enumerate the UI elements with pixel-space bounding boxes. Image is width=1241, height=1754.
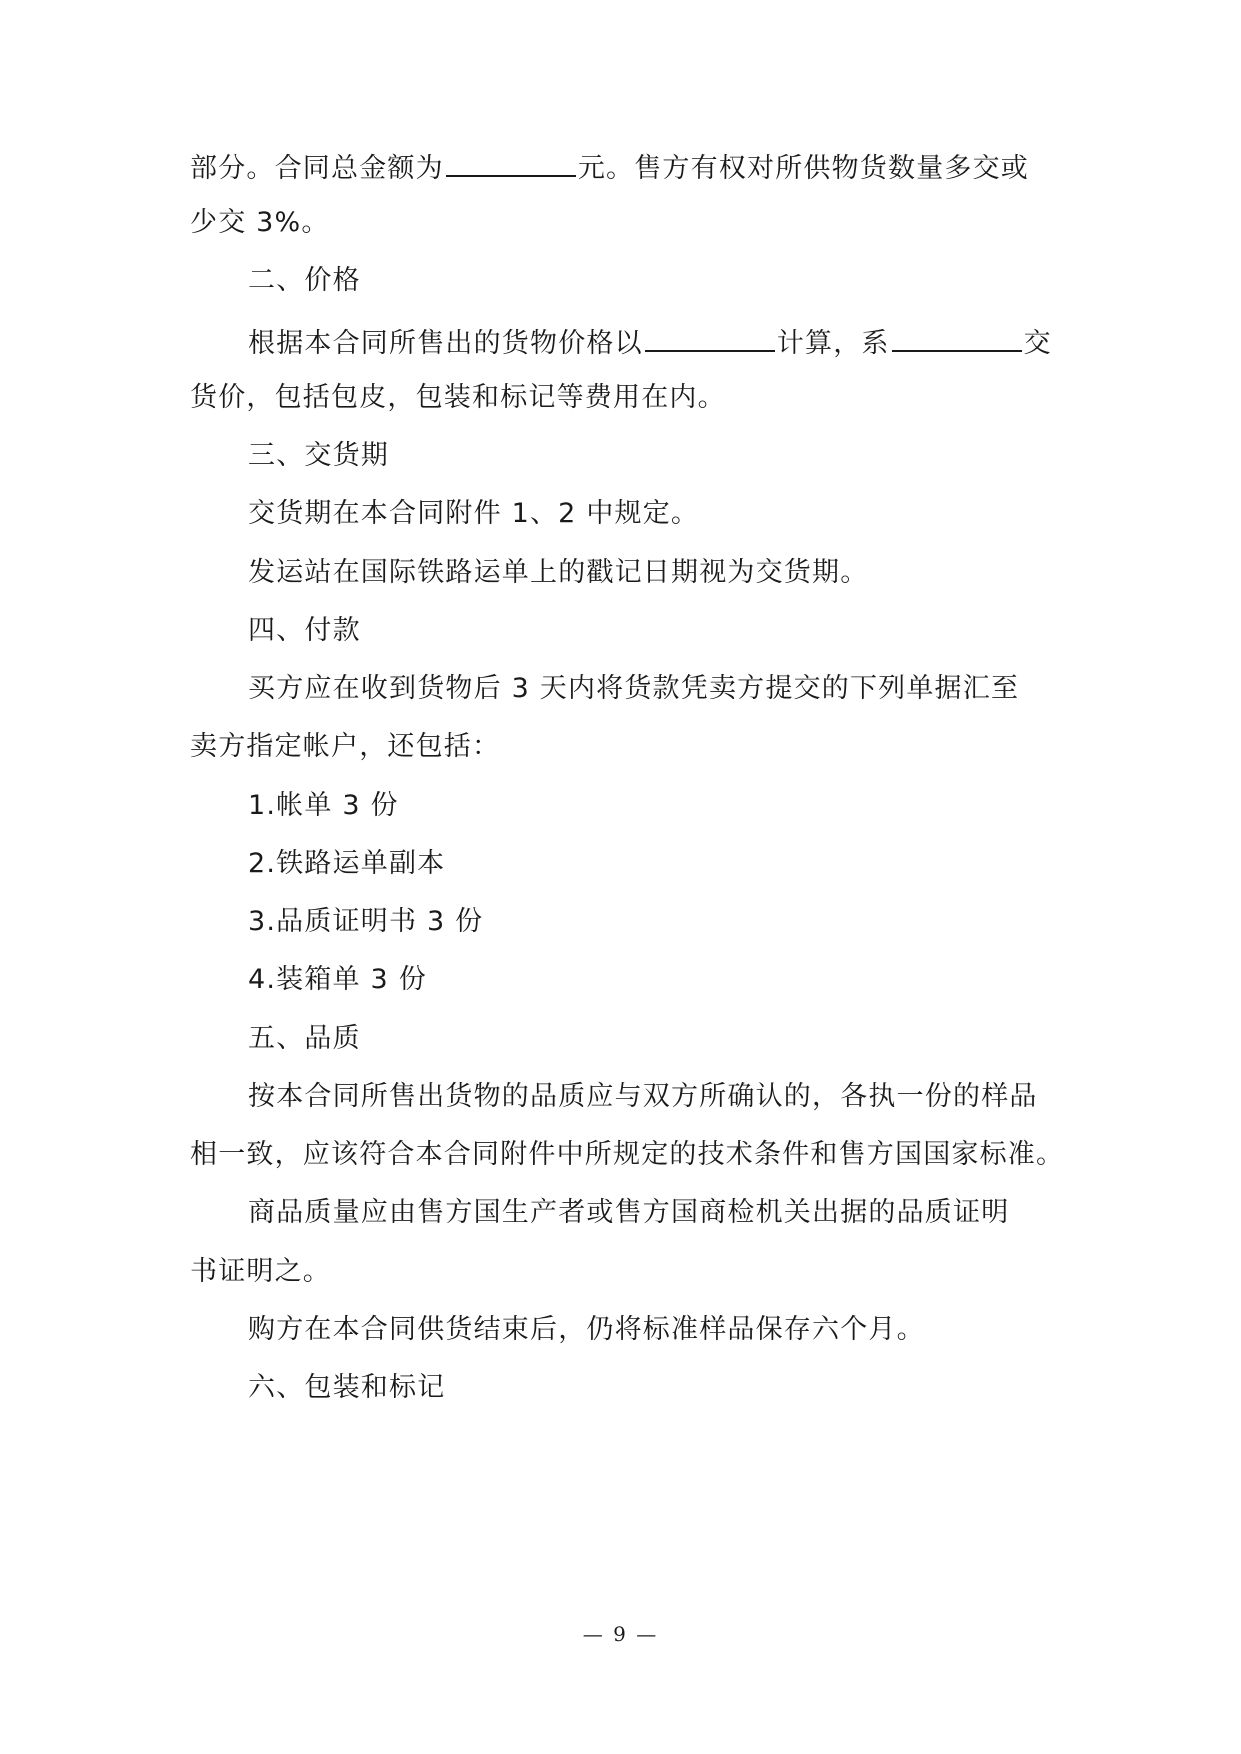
text-segment: 交 [1023, 328, 1052, 359]
section-heading: 四、付款 [248, 615, 361, 646]
text-segment: 元。售方有权对所供物货数量多交或 [577, 153, 1030, 184]
text-line: 按本合同所售出货物的品质应与双方所确认的，各执一份的样品 [248, 1081, 1038, 1112]
blank-field [645, 320, 775, 352]
text-line: 发运站在国际铁路运单上的戳记日期视为交货期。 [248, 557, 869, 588]
section-heading: 六、包装和标记 [248, 1372, 446, 1403]
text-segment: 根据本合同所售出的货物价格以 [248, 328, 643, 359]
text-line: 买方应在收到货物后 3 天内将货款凭卖方提交的下列单据汇至 [248, 673, 1020, 704]
text-line: 少交 3%。 [190, 207, 330, 238]
text-line [248, 320, 1052, 364]
text-line [190, 145, 1029, 189]
text-line: 商品质量应由售方国生产者或售方国商检机关出据的品质证明 [248, 1197, 1010, 1228]
list-item: 3.品质证明书 3 份 [248, 906, 484, 937]
text-line: 书证明之。 [190, 1256, 331, 1287]
text-line: 货价，包括包皮，包装和标记等费用在内。 [190, 382, 726, 413]
text-segment: 部分。合同总金额为 [190, 153, 444, 184]
section-heading: 三、交货期 [248, 440, 389, 471]
text-line: 交货期在本合同附件 1、2 中规定。 [248, 498, 700, 529]
text-segment: 计算，系 [776, 328, 890, 359]
text-line: 购方在本合同供货结束后，仍将标准样品保存六个月。 [248, 1314, 925, 1345]
list-item: 2.铁路运单副本 [248, 848, 446, 879]
page-number: — 9 — [582, 1622, 659, 1646]
blank-field [892, 320, 1022, 352]
text-line: 卖方指定帐户，还包括： [190, 731, 501, 762]
text-line: 相一致，应该符合本合同附件中所规定的技术条件和售方国国家标准。 [190, 1139, 1065, 1170]
section-heading: 五、品质 [248, 1023, 361, 1054]
list-item: 4.装箱单 3 份 [248, 964, 427, 995]
blank-field [446, 145, 576, 177]
list-item: 1.帐单 3 份 [248, 790, 399, 821]
section-heading: 二、价格 [248, 265, 361, 296]
